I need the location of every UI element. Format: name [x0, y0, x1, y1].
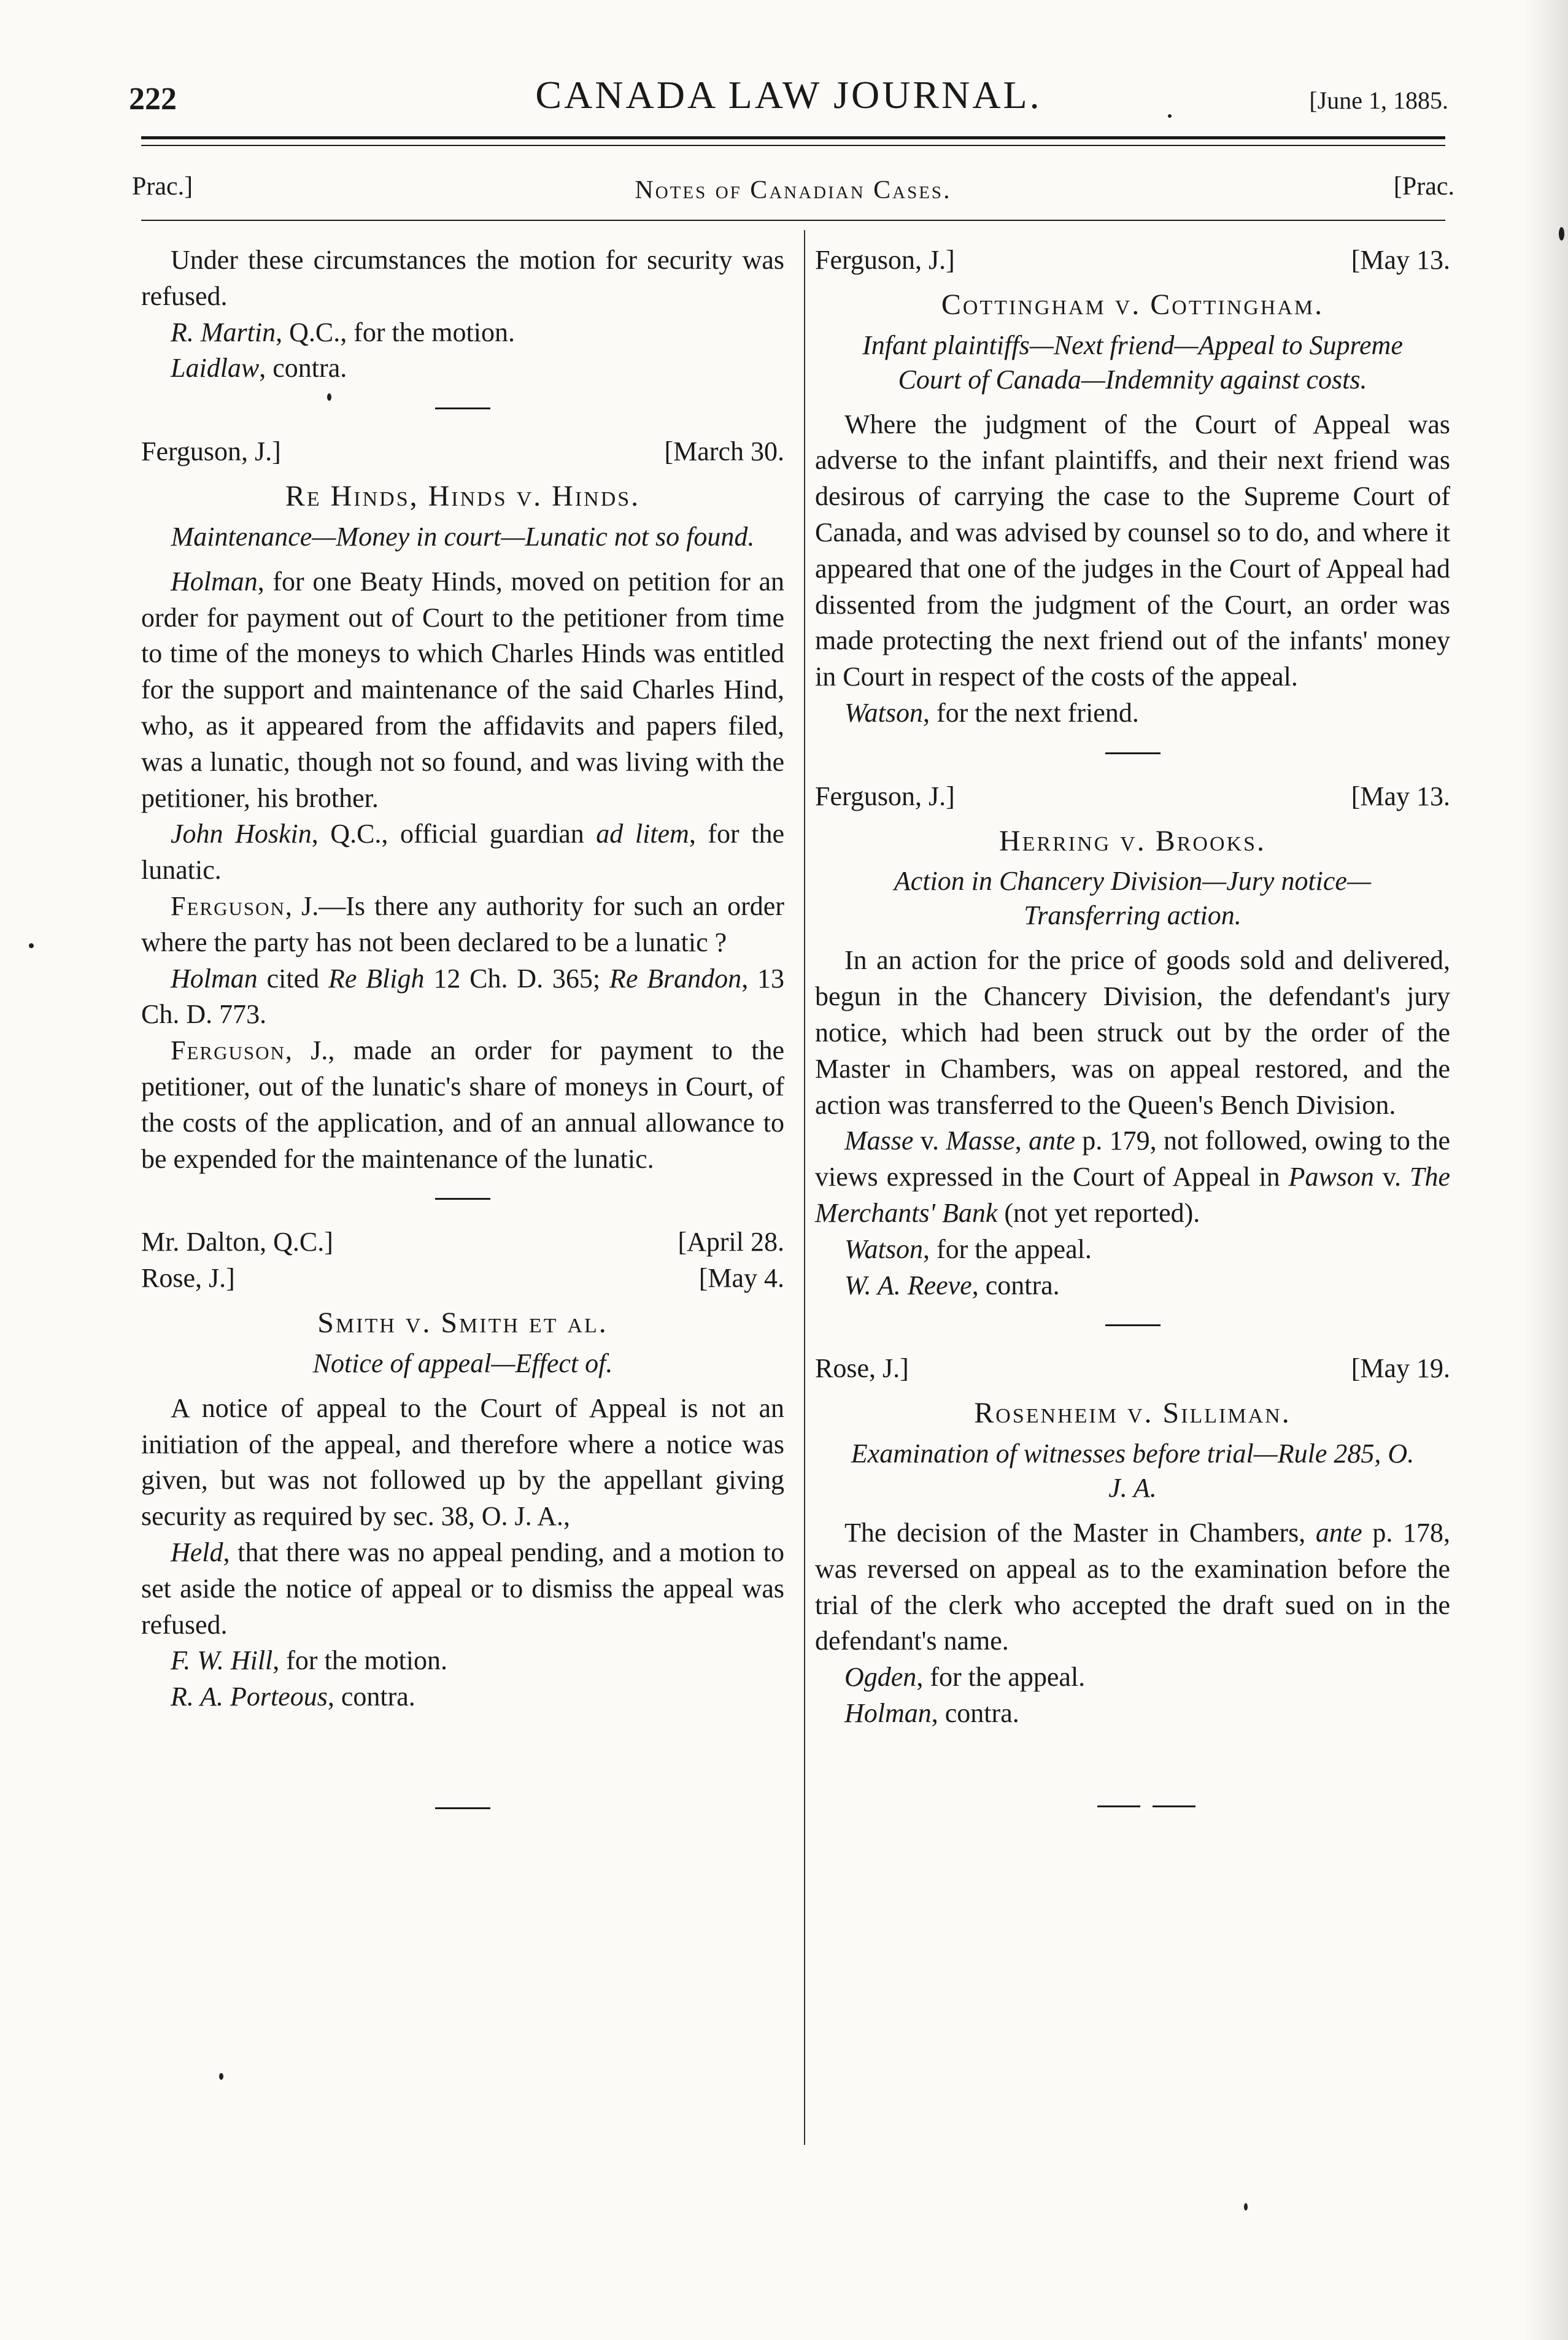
judge-name: Ferguson — [171, 890, 285, 921]
case-date: [March 30. — [664, 436, 784, 467]
paragraph-text: , for the lunatic. — [141, 819, 784, 886]
catchwords: Maintenance—Money in court—Lunatic not so found. — [171, 521, 755, 552]
counsel-name: W. A. Reeve — [844, 1270, 972, 1300]
paragraph — [141, 889, 784, 961]
counsel-role: , contra. — [971, 1270, 1060, 1300]
case-separator — [1105, 752, 1161, 754]
counsel-name: F. W. Hill — [171, 1645, 273, 1676]
held-label: Held — [171, 1537, 223, 1567]
counsel-role: , contra. — [259, 353, 347, 384]
paragraph-text: 12 Ch. D. 365; — [424, 963, 609, 994]
paragraph: Under these circumstances the motion for security was refused. — [141, 245, 784, 311]
paragraph-text: , J.—Is there any authority for such an order where the party has not been declared to be a lunatic ? — [141, 890, 784, 957]
case-date: [May 13. — [1351, 781, 1450, 811]
paragraph — [141, 1033, 784, 1177]
paragraph-text: p. 179, not followed, owing to the views expressed in the Court of Appeal in — [815, 1126, 1450, 1192]
paragraph-text: , J., made an order for payment to the petitioner, out of the lunatic's share of moneys in Court, of the costs of the application, and of an annual allowance to be expended for the maintenance of the lunatic. — [141, 1035, 784, 1174]
journal-title: CANADA LAW JOURNAL. — [535, 73, 1042, 117]
counsel-line — [141, 1643, 784, 1679]
section-head — [132, 172, 1454, 209]
judge: Ferguson, J.] — [141, 436, 281, 467]
counsel-line — [815, 1232, 1450, 1268]
counsel-name: Watson — [844, 697, 923, 728]
speck — [29, 943, 34, 948]
case-citation: Pawson — [1288, 1162, 1374, 1192]
paragraph-text: , for one Beaty Hinds, moved on petition for an order for payment out of Court to the petitioner from time to time of the moneys to which Charles Hinds was entitled for the support and maintenance of the said Charles Hind, who, as it appeared from the affidavits and papers filed, was a lunatic, though not so found, and was living with the petitioner, his brother. — [141, 566, 784, 813]
case-rosenheim — [815, 1351, 1450, 1731]
ante-term: ante — [1315, 1517, 1362, 1548]
page-edge-shadow — [1525, 0, 1568, 2340]
header-rule-thick — [141, 136, 1445, 139]
counsel-line — [815, 1696, 1450, 1732]
judge: Ferguson, J.] — [815, 245, 955, 275]
paragraph-text: (not yet reported). — [997, 1197, 1200, 1228]
counsel-line — [815, 695, 1450, 732]
paragraph — [141, 816, 784, 889]
counsel-line — [141, 350, 784, 387]
counsel-line — [141, 1679, 784, 1715]
paragraph-text: , Q.C., official guardian — [311, 819, 597, 849]
judge-line — [141, 1224, 784, 1261]
paragraph-text: , 13 Ch. D. 773. — [141, 963, 785, 1030]
paragraph — [815, 1515, 1450, 1659]
case-date: [May 4. — [698, 1263, 784, 1294]
paragraph: A notice of appeal to the Court of Appeal is not an initiation of the appeal, and therefore where a notice was given, but was not followed up by the appellant giving security as required by sec. 38, O. J. A., — [141, 1392, 784, 1532]
judge: Mr. Dalton, Q.C.] — [141, 1227, 333, 1257]
judge-line — [141, 1261, 784, 1297]
paragraph — [141, 564, 784, 817]
counsel-name: Holman — [171, 963, 258, 994]
counsel-role: , for the next friend. — [922, 697, 1139, 728]
speck — [1244, 2203, 1248, 2211]
counsel-name: John Hoskin — [171, 819, 312, 849]
page-end-separator — [1097, 1805, 1140, 1807]
case-date: [May 13. — [1351, 245, 1450, 275]
counsel-name: Laidlaw — [171, 353, 260, 384]
counsel-name: Ogden — [844, 1662, 917, 1693]
case-cottingham — [815, 242, 1450, 732]
column-divider — [804, 230, 805, 2145]
judge-line — [815, 1351, 1450, 1387]
counsel-line — [141, 315, 784, 351]
counsel-role: , for the motion. — [272, 1645, 448, 1676]
case-citation: Re Bligh — [328, 963, 425, 994]
case-citation: The Merchants' Bank — [815, 1162, 1450, 1228]
counsel-role: , contra. — [327, 1682, 415, 1712]
counsel-name: Watson — [844, 1234, 923, 1264]
speck — [1168, 114, 1172, 118]
running-head — [129, 72, 1448, 122]
judge-line — [141, 434, 784, 470]
paragraph — [141, 1535, 784, 1643]
paragraph — [815, 1123, 1450, 1231]
counsel-name: Holman — [844, 1697, 932, 1728]
paragraph-text: , that there was no appeal pending, and a motion to set aside the notice of appeal or to dismiss the appeal was refused. — [141, 1537, 784, 1640]
catchwords: Action in Chancery Division—Jury notice—Transferring action. — [894, 866, 1372, 931]
case-smith — [141, 1224, 784, 1715]
case-separator — [435, 1198, 490, 1200]
counsel-line — [815, 1268, 1450, 1304]
right-column — [815, 242, 1450, 1832]
paragraph — [141, 961, 784, 1033]
section-title: Notes of Canadian Cases. — [635, 176, 952, 204]
speck — [219, 2073, 223, 2080]
page-end-separator — [435, 1807, 490, 1809]
case-citation: Re Brandon — [609, 963, 742, 994]
case-separator — [435, 407, 490, 409]
judge-line — [815, 242, 1450, 279]
counsel-line — [815, 1659, 1450, 1696]
paragraph: In an action for the price of goods sold and delivered, begun in the Chancery Division, the defendant's jury notice, which had been struck out by the order of the Master in Chambers, was on appeal restored, and the action was transferred to the Queen's Bench Division. — [815, 945, 1450, 1120]
judge: Rose, J.] — [141, 1263, 235, 1294]
judge-name: Ferguson — [171, 1035, 285, 1066]
catchwords: Examination of witnesses before trial—Rule 285, O. J. A. — [851, 1438, 1415, 1503]
page-number: 222 — [129, 82, 177, 117]
case-date: [May 19. — [1351, 1353, 1450, 1384]
case-herring — [815, 779, 1450, 1304]
case-title: Rosenheim v. Silliman. — [974, 1397, 1291, 1430]
case-citation: Masse — [844, 1126, 914, 1156]
case-title: Smith v. Smith et al. — [317, 1306, 608, 1339]
judge: Ferguson, J.] — [815, 781, 955, 811]
left-column — [141, 242, 784, 1834]
counsel-role: , Q.C., for the motion. — [276, 317, 515, 347]
paragraph-text: v. — [913, 1126, 946, 1156]
continuation-text — [141, 242, 784, 387]
header-rule-thin — [141, 145, 1445, 146]
latin-term: ad litem — [596, 819, 689, 849]
case-title: Herring v. Brooks. — [998, 824, 1267, 857]
judge-line — [815, 779, 1450, 815]
ante-term: ante — [1029, 1126, 1075, 1156]
case-citation: Masse — [946, 1126, 1015, 1156]
counsel-name: R. A. Porteous — [171, 1682, 328, 1712]
catchwords: Infant plaintiffs—Next friend—Appeal to Supreme Court of Canada—Indemnity against costs. — [862, 330, 1403, 395]
paragraph-text: The decision of the Master in Chambers, — [844, 1517, 1316, 1548]
paragraph-text: v. — [1373, 1162, 1410, 1192]
counsel-name: R. Martin — [171, 317, 276, 347]
paragraph: Where the judgment of the Court of Appeal was adverse to the infant plaintiffs, and their next friend was desirous of carrying the case to the Supreme Court of Canada, and was advised by counsel so to do, and where it appeared that one of the judges in the Court of Appeal had dissented from the judgment of the Court, an order was made protecting the next friend out of the infants' money in Court in respect of the costs of the appeal. — [815, 409, 1450, 692]
paragraph-text: p. 178, was reversed on appeal as to the examination before the trial of the clerk who accepted the draft sued on in the defendant's name. — [815, 1517, 1450, 1656]
counsel-role: , for the appeal. — [922, 1234, 1092, 1264]
section-right: [Prac. — [1393, 172, 1454, 201]
catchwords: Notice of appeal—Effect of. — [312, 1348, 613, 1378]
paragraph-text: , — [1014, 1126, 1029, 1156]
speck — [327, 393, 331, 401]
section-left: Prac.] — [132, 172, 193, 201]
case-title: Cottingham v. Cottingham. — [941, 288, 1324, 321]
counsel-role: , contra. — [931, 1697, 1019, 1728]
case-re-hinds — [141, 434, 784, 1177]
subhead-rule — [141, 220, 1445, 221]
paragraph-text: cited — [257, 963, 328, 994]
judge: Rose, J.] — [815, 1353, 909, 1384]
case-separator — [1105, 1324, 1161, 1326]
case-title: Re Hinds, Hinds v. Hinds. — [285, 479, 641, 512]
counsel-name: Holman — [171, 566, 258, 597]
case-date: [April 28. — [678, 1227, 784, 1257]
counsel-role: , for the appeal. — [916, 1662, 1086, 1693]
issue-date: [June 1, 1885. — [1309, 87, 1448, 114]
